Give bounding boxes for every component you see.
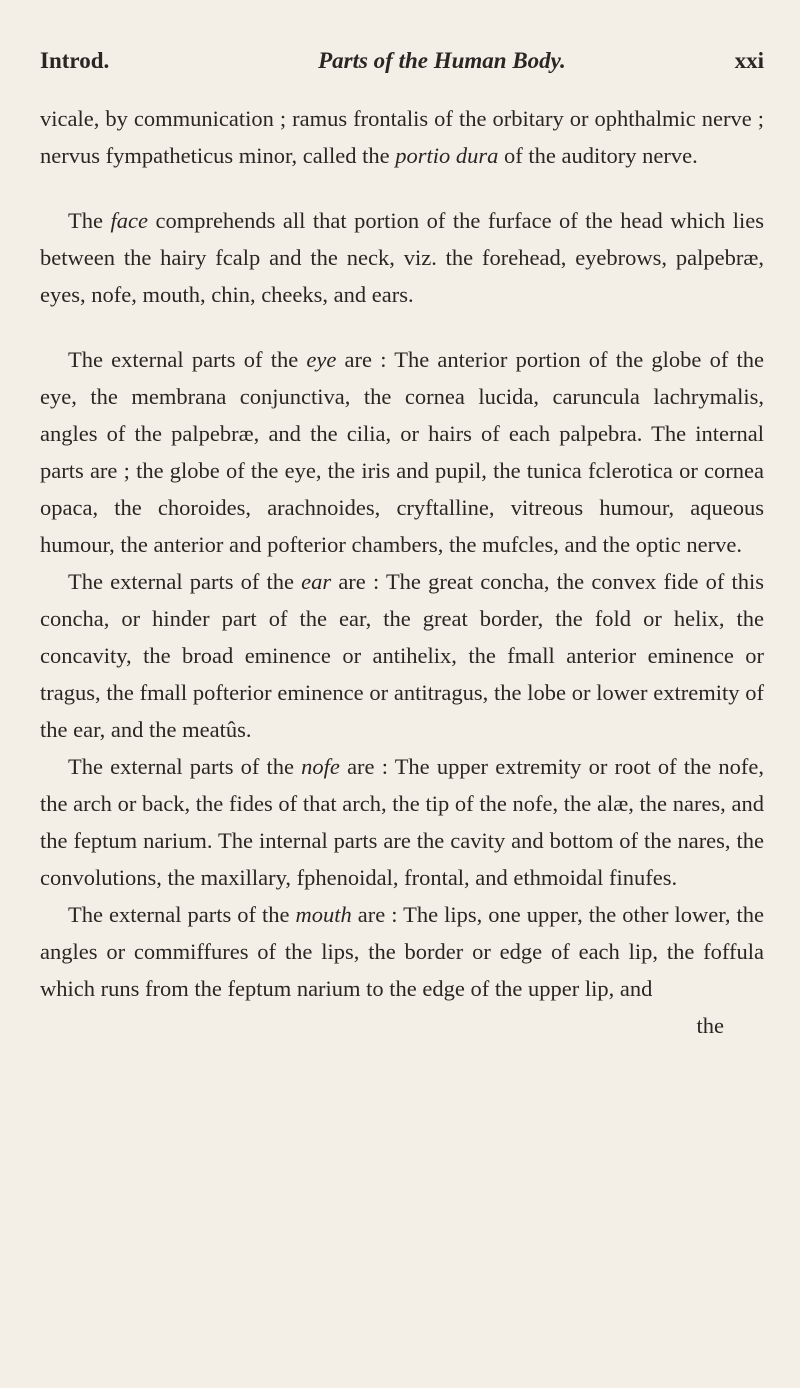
text-run: The external parts of the xyxy=(68,754,302,779)
text-run: The xyxy=(68,208,111,233)
text-run: The external parts of the xyxy=(68,569,302,594)
italic-term: mouth xyxy=(295,902,352,927)
text-run: The external parts of the xyxy=(68,347,307,372)
paragraph-face xyxy=(40,202,764,313)
running-title: Parts of the Human Body. xyxy=(318,48,566,73)
running-head xyxy=(40,48,764,92)
paragraph-mouth xyxy=(40,896,764,1007)
text-run: of the auditory nerve. xyxy=(498,143,698,168)
text-run: vicale, by communication ; ramus frontalis of the orbitary or ophthalmic nerve ; nervus fympatheticus minor, called the xyxy=(40,106,764,168)
body-text xyxy=(40,100,764,1007)
section-label: Introd. xyxy=(40,48,110,73)
catchword: the xyxy=(696,1013,724,1038)
text-run: comprehends all that portion of the furface of the head which lies between the hairy fcalp and the neck, viz. the forehead, eyebrows, palpebræ, eyes, nofe, mouth, chin, cheeks, and ears. xyxy=(40,208,764,307)
text-run: are : The upper extremity or root of the nofe, the arch or back, the fides of that arch, the tip of the nofe, the alæ, the nares, and the feptum narium. The internal parts are the cavity and bottom of the nares, the convolutions, the maxillary, fphenoidal, frontal, and ethmoidal finufes. xyxy=(40,754,765,890)
italic-term: face xyxy=(110,208,148,233)
text-run: are : The lips, one upper, the other lower, the angles or commiffures of the lips, the border or edge of each lip, the foffula which runs from the feptum narium to the edge of the upper lip, and xyxy=(40,902,764,1001)
page-number: xxi xyxy=(734,48,764,73)
paragraph-auditory-nerve xyxy=(40,100,764,174)
paragraph-ear xyxy=(40,563,764,748)
paragraph-nose xyxy=(40,748,764,896)
text-run: are : The great concha, the convex fide of this concha, or hinder part of the ear, the great border, the fold or helix, the concavity, the broad eminence or antihelix, the fmall anterior eminence or tragus, the fmall pofterior eminence or antitragus, the lobe or lower extremity of the ear, and the meatûs. xyxy=(40,569,764,742)
italic-term: nofe xyxy=(301,754,340,779)
paragraph-eye xyxy=(40,341,764,563)
text-run: The external parts of the xyxy=(68,902,296,927)
italic-term: eye xyxy=(306,347,337,372)
italic-term: ear xyxy=(301,569,332,594)
italic-term: portio dura xyxy=(395,143,499,168)
text-run: are : The anterior portion of the globe of the eye, the membrana conjunctiva, the cornea lucida, caruncula lachrymalis, angles of the palpebræ, and the cilia, or hairs of each palpebra. The internal parts are ; the globe of the eye, the iris and pupil, the tunica fclerotica or cornea opaca, the choroides, arachnoides, cryftalline, vitreous humour, aqueous humour, the anterior and pofterior chambers, the mufcles, and the optic nerve. xyxy=(40,347,765,557)
